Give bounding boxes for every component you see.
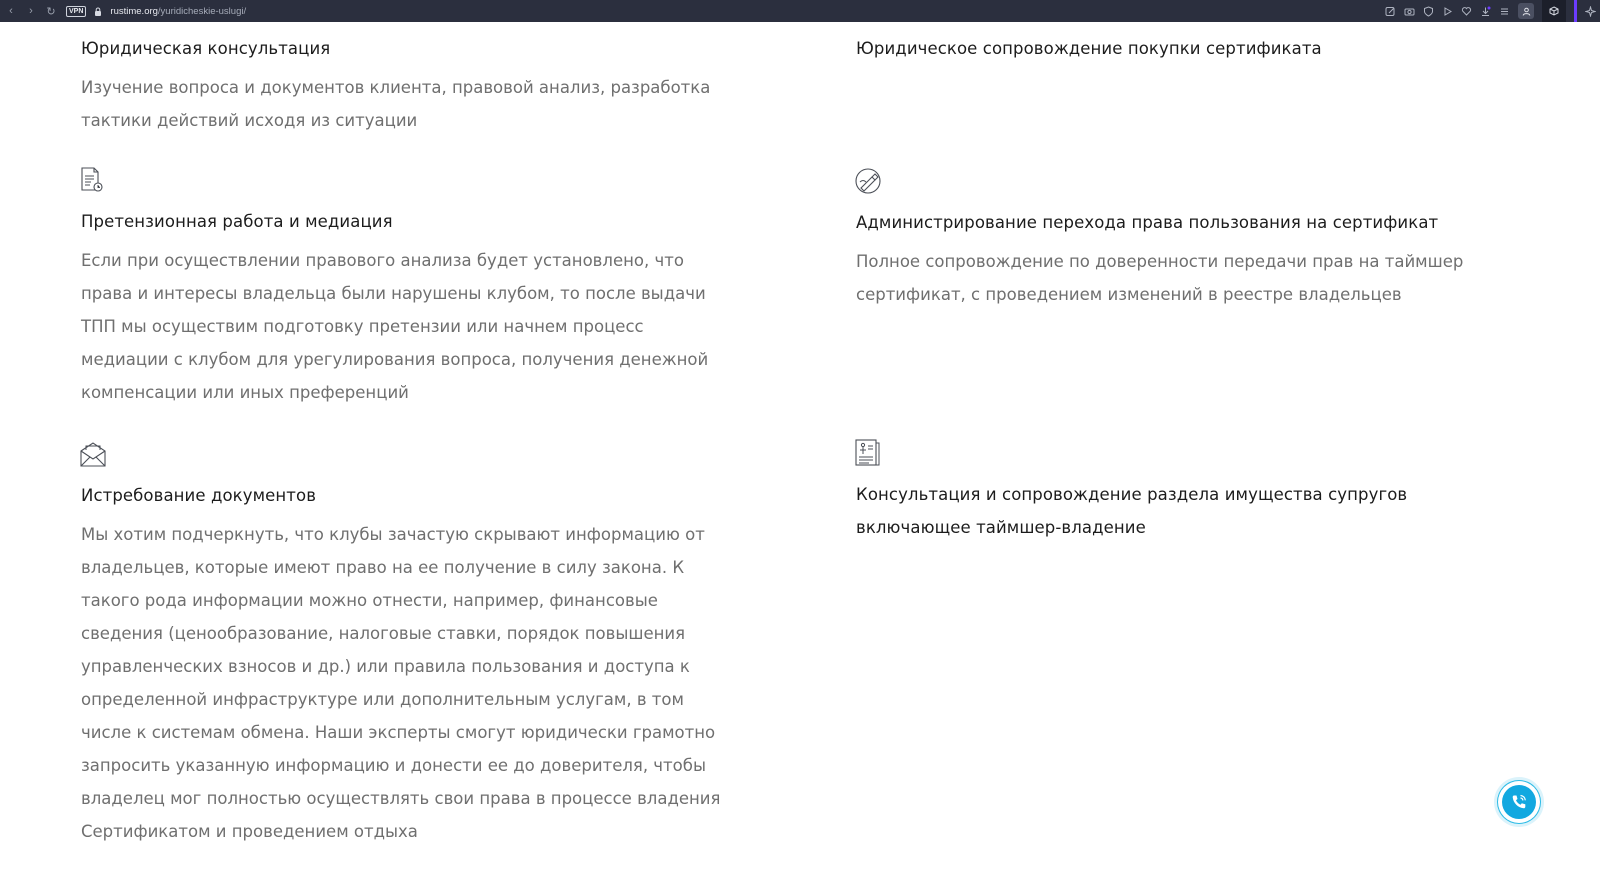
cube-icon <box>1549 6 1559 16</box>
pen-transfer-icon <box>854 167 882 195</box>
desc-line: Сертификатом и проведением отдыха <box>81 822 418 841</box>
download-icon[interactable] <box>1480 6 1491 17</box>
service-title-documents: Истребование документов <box>81 486 317 505</box>
forward-button[interactable]: › <box>29 5 33 17</box>
user-icon <box>1522 7 1531 16</box>
address-bar[interactable] <box>110 6 246 17</box>
service-desc-documents <box>81 518 721 848</box>
desc-line: владелец мог полностью осуществлять свои права в процессе владения <box>81 789 721 808</box>
desc-line: сведения (ценообразование, налоговые ставки, порядок повышения <box>81 624 686 643</box>
back-button[interactable]: ‹ <box>9 5 13 17</box>
desc-line: запросить указанную информацию и донести ее до доверителя, чтобы <box>81 756 706 775</box>
sidebar-accent <box>1574 0 1577 22</box>
desc-line: Изучение вопроса и документов клиента, правовой анализ, разработка <box>81 78 711 97</box>
call-button-inner <box>1502 785 1536 819</box>
envelope-icon <box>79 440 107 468</box>
extensions-button[interactable] <box>1542 0 1566 22</box>
toolbar-icons <box>1385 0 1600 22</box>
service-desc-mediation <box>81 244 721 409</box>
service-title-purchase-support: Юридическое сопровождение покупки сертификата <box>856 39 1322 58</box>
browser-toolbar <box>0 0 1600 22</box>
service-title-property-division <box>856 478 1407 544</box>
lock-icon <box>94 7 102 16</box>
desc-line: права и интересы владельца были нарушены клубом, то после выдачи <box>81 284 706 303</box>
service-desc-consultation <box>81 71 721 137</box>
family-document-icon <box>854 438 882 466</box>
service-title-mediation: Претензионная работа и медиация <box>81 212 393 231</box>
call-button[interactable] <box>1494 777 1544 827</box>
service-title-consultation: Юридическая консультация <box>81 39 331 58</box>
desc-line: компенсации или иных преференций <box>81 383 409 402</box>
service-title-administration: Администрирование перехода права пользования на сертификат <box>856 213 1439 232</box>
desc-line: сертификат, с проведением изменений в реестре владельцев <box>856 285 1402 304</box>
vpn-badge[interactable]: VPN <box>66 6 86 17</box>
reload-button[interactable]: ↻ <box>46 5 56 18</box>
desc-line: числе к системам обмена. Наши эксперты смогут юридически грамотно <box>81 723 716 742</box>
desc-line: ТПП мы осуществим подготовку претензии или начнем процесс <box>81 317 644 336</box>
desc-line: определенной инфраструктуре или дополнительным услугам, в том <box>81 690 684 709</box>
desc-line: такого рода информации можно отнести, например, финансовые <box>81 591 658 610</box>
desc-line: владельцев, которые имеют право на ее получение в силу закона. К <box>81 558 685 577</box>
desc-line: Если при осуществлении правового анализа будет установлено, что <box>81 251 684 270</box>
profile-button[interactable] <box>1518 3 1534 19</box>
sparkle-icon[interactable] <box>1585 6 1596 17</box>
url-host: rustime.org <box>110 5 158 17</box>
desc-line: Полное сопровождение по доверенности передачи прав на таймшер <box>856 252 1464 271</box>
play-icon[interactable] <box>1442 6 1453 17</box>
service-desc-administration <box>856 245 1556 311</box>
desc-line: тактики действий исходя из ситуации <box>81 111 418 130</box>
desc-line: Мы хотим подчеркнуть, что клубы зачастую скрывают информацию от <box>81 525 705 544</box>
title-line: включающее таймшер-владение <box>856 518 1146 537</box>
edit-icon[interactable] <box>1385 6 1396 17</box>
menu-icon[interactable] <box>1499 6 1510 17</box>
shield-icon[interactable] <box>1423 6 1434 17</box>
phone-icon <box>1510 793 1528 811</box>
desc-line: управленческих взносов и др.) или правила пользования и доступа к <box>81 657 690 676</box>
url-path: /yuridicheskie-uslugi/ <box>157 5 247 17</box>
document-search-icon <box>79 166 107 194</box>
title-line: Консультация и сопровождение раздела имущества супругов <box>856 485 1408 504</box>
heart-icon[interactable] <box>1461 6 1472 17</box>
camera-icon[interactable] <box>1404 6 1415 17</box>
desc-line: медиации с клубом для урегулирования вопроса, получения денежной <box>81 350 709 369</box>
call-button-ring <box>1498 781 1540 823</box>
